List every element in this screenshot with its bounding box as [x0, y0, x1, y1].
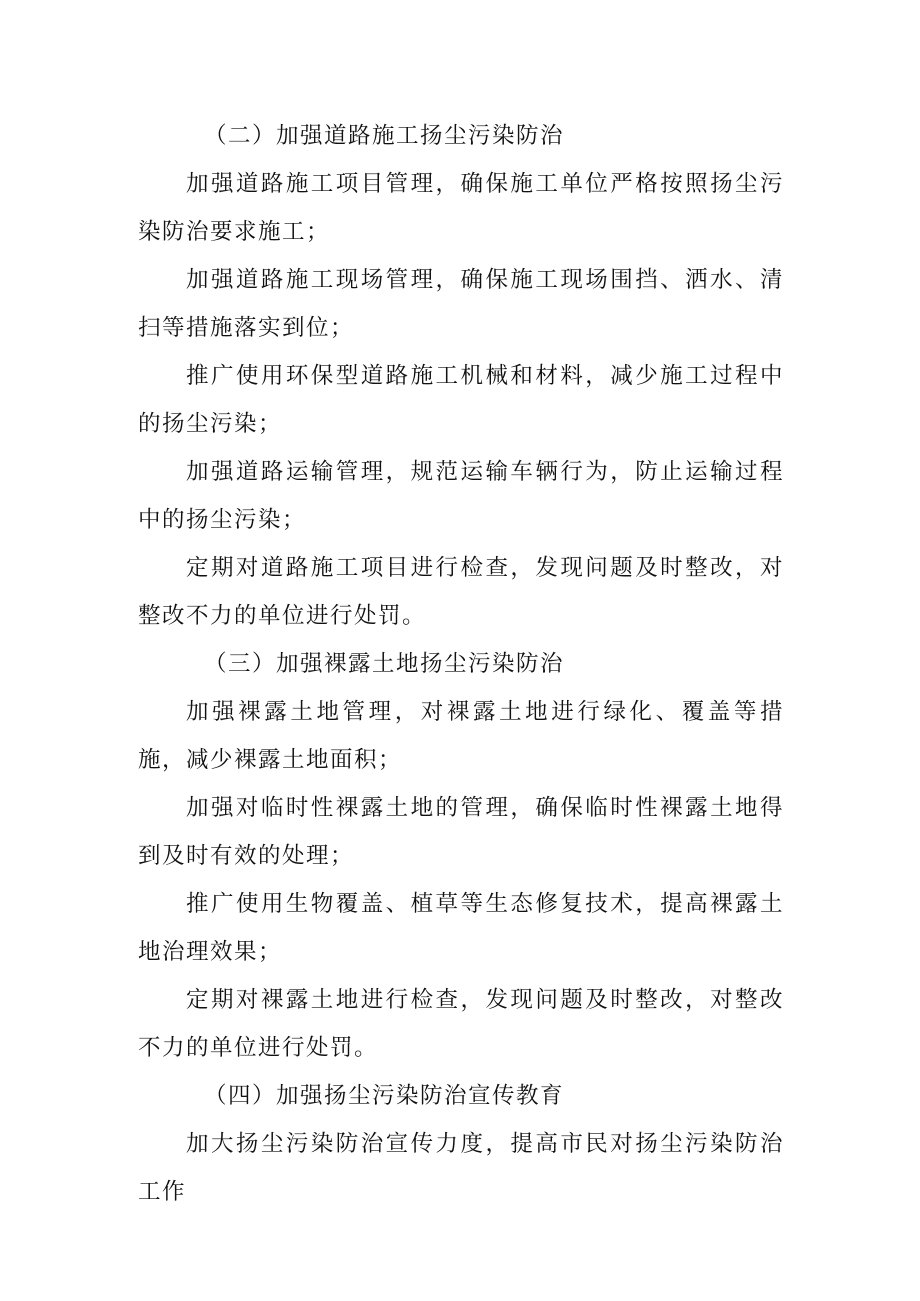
paragraph: 加强对临时性裸露土地的管理，确保临时性裸露土地得到及时有效的处理； [138, 795, 784, 869]
document-body [138, 112, 784, 1216]
section-heading: （三）加强裸露土地扬尘污染防治 [204, 651, 565, 677]
paragraph: 推广使用生物覆盖、植草等生态修复技术，提高裸露土地治理效果； [138, 891, 784, 965]
paragraph: 加强道路施工现场管理，确保施工现场围挡、洒水、清扫等措施落实到位； [138, 267, 784, 341]
paragraph: 定期对裸露土地进行检查，发现问题及时整改，对整改不力的单位进行处罚。 [138, 987, 784, 1061]
paragraph: 推广使用环保型道路施工机械和材料，减少施工过程中的扬尘污染； [138, 363, 784, 437]
paragraph: 加强道路施工项目管理，确保施工单位严格按照扬尘污染防治要求施工； [138, 171, 784, 245]
paragraph: 加强道路运输管理，规范运输车辆行为，防止运输过程中的扬尘污染； [138, 459, 784, 533]
paragraph: 加强裸露土地管理，对裸露土地进行绿化、覆盖等措施，减少裸露土地面积； [138, 699, 784, 773]
paragraph: 加大扬尘污染防治宣传力度，提高市民对扬尘污染防治工作 [138, 1131, 784, 1205]
section-heading: （四）加强扬尘污染防治宣传教育 [204, 1083, 565, 1109]
section-heading: （二）加强道路施工扬尘污染防治 [204, 123, 565, 149]
paragraph: 定期对道路施工项目进行检查，发现问题及时整改，对整改不力的单位进行处罚。 [138, 555, 784, 629]
